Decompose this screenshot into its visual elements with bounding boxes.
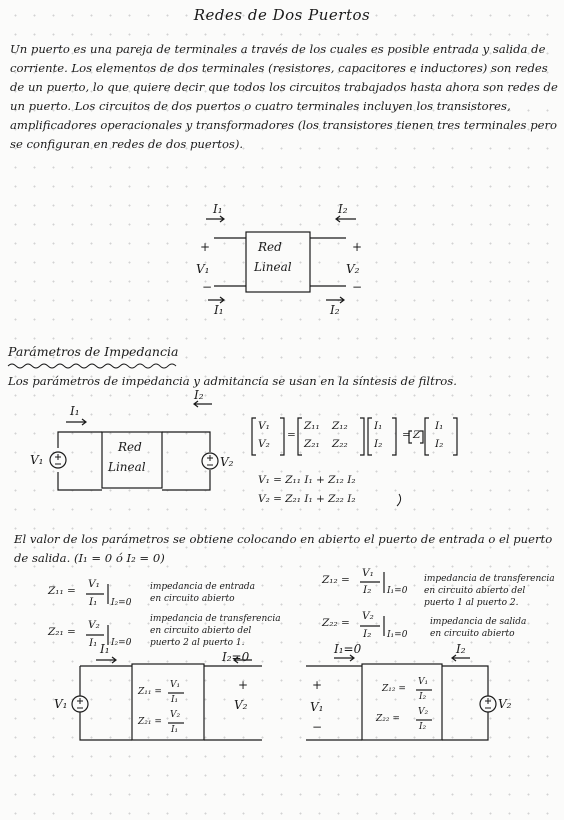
matrix-z12: Z₁₂ <box>332 420 348 432</box>
d3-current-i2: I₂=0 <box>222 650 250 664</box>
d4-z22-den: I₂ <box>419 722 427 732</box>
matrix-v1: V₁ <box>258 420 270 432</box>
d1-current-i2-bottom: I₂ <box>330 303 340 317</box>
d3-z11-label: Z₁₁ = <box>138 687 162 697</box>
param-z11-num: V₁ <box>88 578 100 590</box>
matrix-v2: V₂ <box>258 438 270 450</box>
param-z11-den: I₁ <box>89 596 98 608</box>
section-line: Los parámetros de impedancia y admitancia se usan en la síntesis de filtros. <box>8 374 457 388</box>
d1-current-i1: I₁ <box>213 202 223 216</box>
intro-paragraph: Un puerto es una pareja de terminales a través de los cuales es posible entrada y salida de corriente. Los elementos de dos terminales (resistores, capacitores e inductores) son redes de un puerto, lo que quiere decir que todos los circuitos trabajados hasta ahora son redes de un puerto. Los circuitos de dos puertos o cuatro terminales incluyen los transistores, amplificadores operacionales y transformadores (los transistores tienen tres terminales pero se configuran en redes de dos puertos). <box>10 42 558 151</box>
d4-minus: − <box>312 720 323 734</box>
d3-current-i1: I₁ <box>100 642 110 656</box>
d4-voltage-v2: V₂ <box>498 697 512 711</box>
d1-box-label-lineal: Lineal <box>254 260 292 274</box>
d4-plus: + <box>312 678 323 692</box>
d2-current-i1: I₁ <box>70 404 80 418</box>
equation-2: V₂ = Z₂₁ I₁ + Z₂₂ I₂ <box>258 493 356 505</box>
d3-voltage-v2: V₂ <box>234 698 248 712</box>
section-heading: Parámetros de Impedancia <box>8 344 179 359</box>
param-z22-desc2: en circuito abierto <box>430 629 515 639</box>
param-z22-den: I₂ <box>363 628 372 640</box>
d1-plus-1: + <box>200 240 211 254</box>
two-port-box-3 <box>132 664 204 740</box>
matrix-i2: I₂ <box>374 438 383 450</box>
matrix-z21: Z₂₁ <box>304 438 320 450</box>
d1-current-i2: I₂ <box>338 202 348 216</box>
d1-minus-2: − <box>352 280 363 294</box>
param-z21-num: V₂ <box>88 619 100 631</box>
d3-z11-den: I₁ <box>171 695 179 705</box>
d2-voltage-v2: V₂ <box>220 455 234 469</box>
d1-voltage-v2: V₂ <box>346 262 360 276</box>
d3-z11-num: V₁ <box>170 680 181 690</box>
param-z22-cond: I₁=0 <box>387 630 408 640</box>
param-z11-desc2: en circuito abierto <box>150 594 235 604</box>
d4-z12-num: V₁ <box>418 677 429 687</box>
d2-box-label-red: Red <box>118 440 142 454</box>
param-z11-desc1: impedancia de entrada <box>150 582 256 592</box>
d3-voltage-v1: V₁ <box>54 697 68 711</box>
page-title: Redes de Dos Puertos <box>193 6 371 24</box>
matrix-z-symbol: Z <box>413 429 421 441</box>
d1-current-i1-bottom: I₁ <box>214 303 224 317</box>
param-z12-desc3: puerto 1 al puerto 2. <box>424 598 519 608</box>
param-z21-lhs: Z₂₁ = <box>48 626 76 638</box>
d3-z21-den: I₁ <box>171 725 179 735</box>
param-z12-den: I₂ <box>363 584 372 596</box>
param-z22-lhs: Z₂₂ = <box>322 617 350 629</box>
param-z12-desc2: en circuito abierto del <box>424 586 526 596</box>
d1-plus-2: + <box>352 240 363 254</box>
param-z21-den: I₁ <box>89 637 98 649</box>
d4-z22-label: Z₂₂ = <box>376 714 400 724</box>
param-z21-cond: I₂=0 <box>111 638 132 648</box>
equation-1: V₁ = Z₁₁ I₁ + Z₁₂ I₂ <box>258 474 356 486</box>
matrix-z22: Z₂₂ <box>332 438 348 450</box>
d4-z22-num: V₂ <box>418 707 429 717</box>
d3-plus: + <box>238 678 249 692</box>
matrix-i1: I₁ <box>374 420 383 432</box>
matrix-z11: Z₁₁ <box>304 420 320 432</box>
d2-voltage-v1: V₁ <box>30 453 44 467</box>
d2-current-i2: I₂ <box>194 388 204 402</box>
d3-z21-label: Z₂₁ = <box>138 717 162 727</box>
param-z21-desc2: en circuito abierto del <box>150 626 252 636</box>
matrix-equals-2: = <box>402 429 411 441</box>
d1-minus-1: − <box>202 280 213 294</box>
matrix-i1-right: I₁ <box>435 420 444 432</box>
param-z11-cond: I₂=0 <box>111 598 132 608</box>
d1-box-label-red: Red <box>258 240 282 254</box>
param-z12-cond: I₁=0 <box>387 586 408 596</box>
d4-current-i1: I₁=0 <box>334 642 362 656</box>
d3-z21-num: V₂ <box>170 710 181 720</box>
param-z22-desc1: impedancia de salida <box>430 617 527 627</box>
d4-z12-den: I₂ <box>419 692 427 702</box>
d2-box-label-lineal: Lineal <box>108 460 146 474</box>
matrix-i2-right: I₂ <box>435 438 444 450</box>
d1-voltage-v1: V₁ <box>196 262 210 276</box>
param-z11-lhs: Z₁₁ = <box>48 585 76 597</box>
param-z21-desc3: puerto 2 al puerto 1. <box>150 638 245 648</box>
param-z12-desc1: impedancia de transferencia <box>424 574 555 584</box>
d4-voltage-v1: V₁ <box>310 700 324 714</box>
open-circuit-text: El valor de los parámetros se obtiene colocando en abierto el puerto de entrada o el puerto de salida. (I₁ = 0 ó I₂ = 0) <box>14 532 553 565</box>
d4-z12-label: Z₁₂ = <box>382 684 406 694</box>
param-z12-lhs: Z₁₂ = <box>322 574 350 586</box>
matrix-equals-1: = <box>287 429 296 441</box>
two-port-box-4 <box>362 664 442 740</box>
d4-current-i2: I₂ <box>456 642 466 656</box>
param-z12-num: V₁ <box>362 567 374 579</box>
param-z22-num: V₂ <box>362 610 374 622</box>
param-z21-desc1: impedancia de transferencia <box>150 614 281 624</box>
